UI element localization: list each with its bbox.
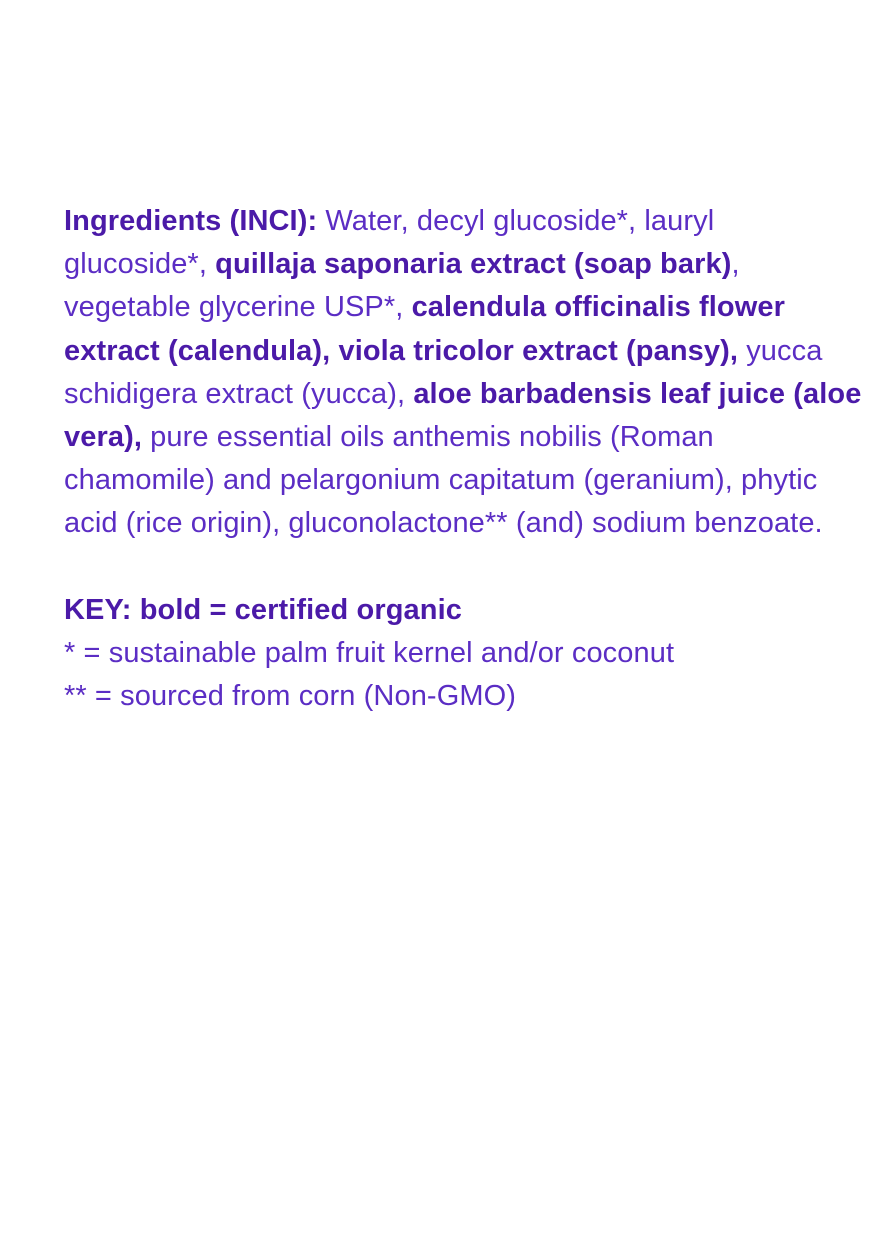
ingredients-segment-4: calendula officinalis flower extract (calendula), viola tricolor extract (pansy),: [64, 291, 786, 367]
ingredients-label: Ingredients (INCI):: [64, 205, 318, 237]
ingredients-paragraph: [64, 200, 864, 546]
ingredients-segment-3: , vegetable glycerine USP*,: [64, 248, 740, 324]
key-line-single-asterisk: * = sustainable palm fruit kernel and/or coconut: [64, 636, 675, 669]
ingredients-segment-1: Water, decyl glucoside*, lauryl glucoside*,: [64, 205, 715, 281]
ingredients-segment-2: quillaja saponaria extract (soap bark): [215, 248, 732, 281]
key-title: KEY: bold = certified organic: [64, 593, 462, 626]
ingredients-segment-7: pure essential oils anthemis nobilis (Roman chamomile) and pelargonium capitatum (geranium), phytic acid (rice origin), gluconolactone** (and) sodium benzoate.: [64, 421, 823, 540]
ingredients-panel: [64, 200, 864, 718]
key-line-double-asterisk: ** = sourced from corn (Non-GMO): [64, 680, 517, 713]
ingredients-segment-6: aloe barbadensis leaf juice (aloe vera),: [64, 377, 862, 454]
key-section: [64, 589, 864, 719]
ingredients-segment-5: yucca schidigera extract (yucca),: [64, 334, 823, 410]
